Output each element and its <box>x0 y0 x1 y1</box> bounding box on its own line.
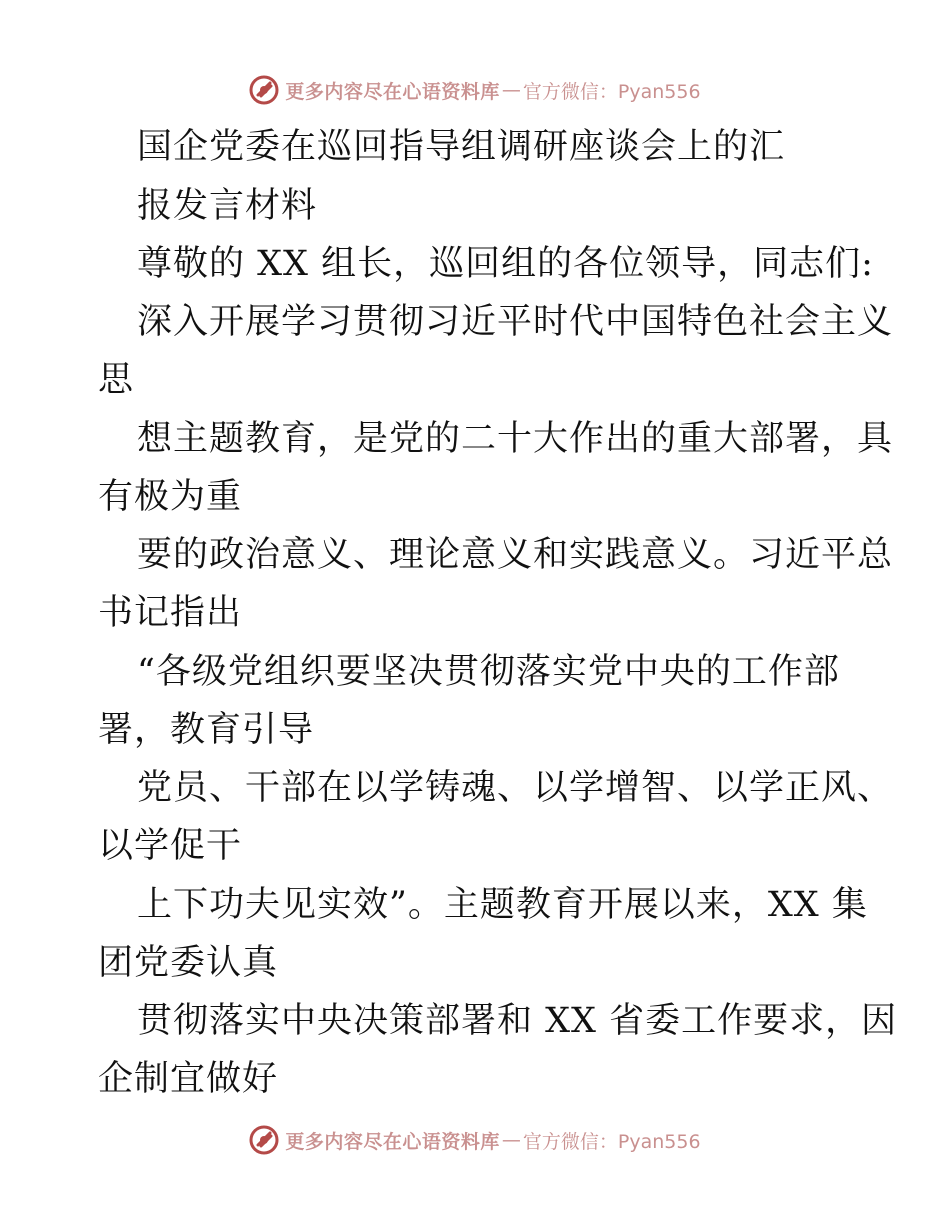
doc-line: 国企党委在巡回指导组调研座谈会上的汇 <box>137 127 786 167</box>
doc-line: 深入开展学习贯彻习近平时代中国特色社会主义 <box>137 302 894 342</box>
doc-line: 尊敬的 XX 组长，巡回组的各位领导，同志们: <box>137 244 874 284</box>
banner-wechat: 官方微信：Pyan556 <box>522 1130 701 1153</box>
banner-title: 更多内容尽在心语资料库 <box>285 80 500 103</box>
doc-line: 上下功夫见实效”。主题教育开展以来，XX 集 <box>137 885 868 925</box>
doc-line: 以学促干 <box>98 826 243 866</box>
doc-line: 团党委认真 <box>98 943 279 983</box>
doc-line: “各级党组织要坚决贯彻落实党中央的工作部 <box>137 652 840 692</box>
banner-title: 更多内容尽在心语资料库 <box>285 1130 500 1153</box>
banner-dash: — <box>501 79 521 101</box>
banner-wechat: 官方微信：Pyan556 <box>522 80 701 103</box>
doc-line: 书记指出 <box>98 593 243 633</box>
doc-line: 署，教育引导 <box>98 710 315 750</box>
doc-line: 企制宜做好 <box>98 1059 279 1099</box>
footer-banner <box>0 1120 950 1160</box>
doc-line: 报发言材料 <box>137 186 318 226</box>
doc-line: 党员、干部在以学铸魂、以学增智、以学正风、 <box>137 768 894 808</box>
doc-line: 思 <box>98 360 135 400</box>
doc-line: 要的政治意义、理论意义和实践意义。习近平总 <box>137 535 894 575</box>
doc-line: 贯彻落实中央决策部署和 XX 省委工作要求，因 <box>137 1001 898 1041</box>
banner-dash: — <box>501 1129 521 1151</box>
doc-line: 有极为重 <box>98 477 243 517</box>
doc-line: 想主题教育，是党的二十大作出的重大部署，具 <box>137 419 894 459</box>
red-seal-logo-icon <box>249 1125 279 1155</box>
